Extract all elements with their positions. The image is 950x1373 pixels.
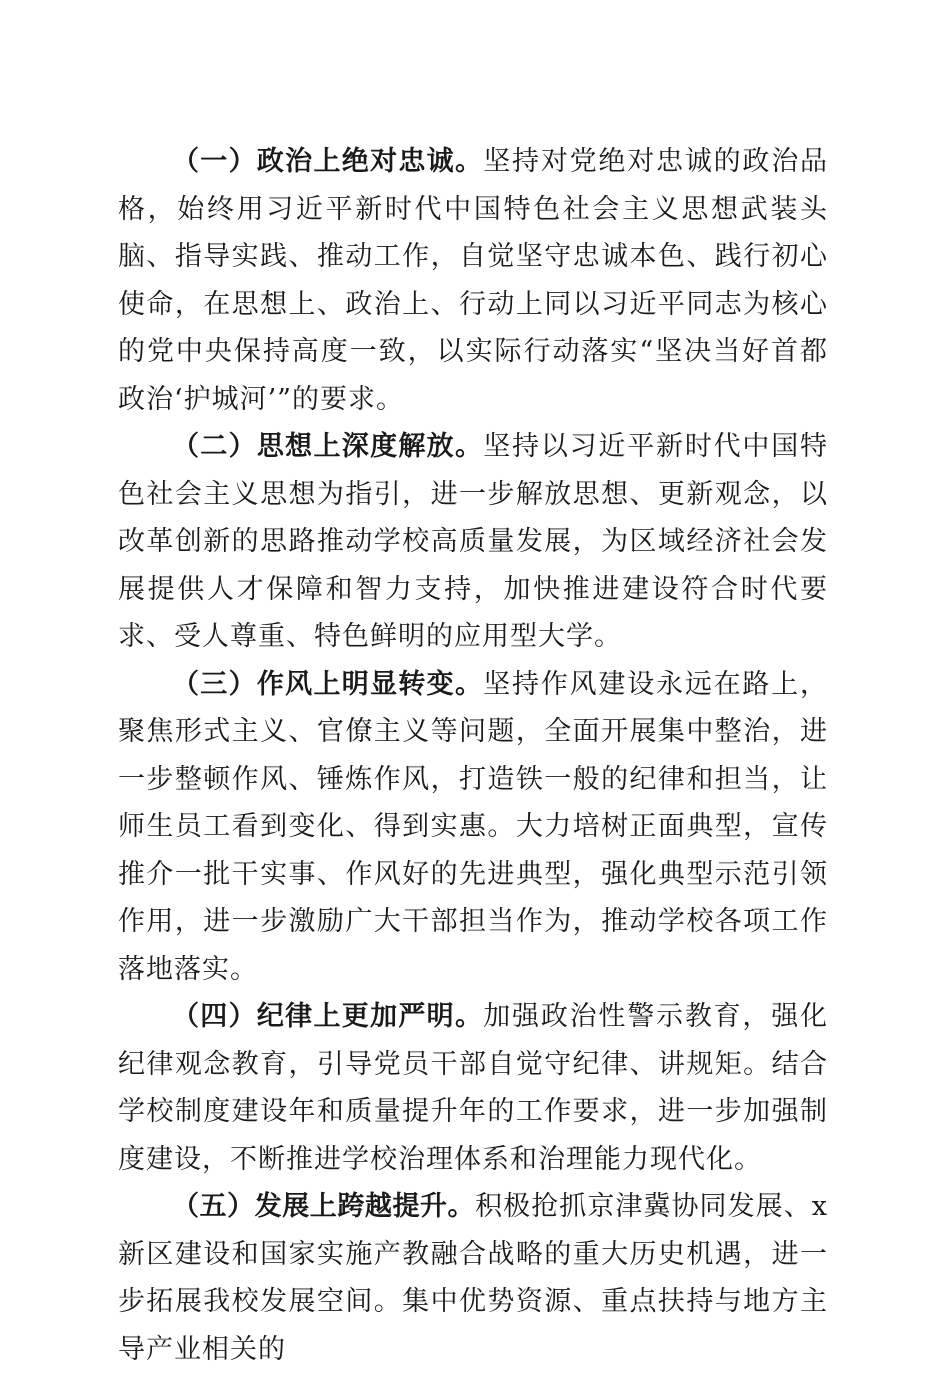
paragraph-4-text: 加强政治性警示教育，强化纪律观念教育，引导党员干部自觉守纪律、讲规矩。结合学校制度建设年和质量提升年的工作要求，进一步加强制度建设，不断推进学校治理体系和治理能力现代化。 bbox=[118, 1001, 828, 1175]
document-body bbox=[118, 138, 828, 1373]
paragraph-3 bbox=[118, 661, 828, 994]
paragraph-1-text: 坚持对党绝对忠诚的政治品格，始终用习近平新时代中国特色社会主义思想武装头脑、指导实践、推动工作，自觉坚守忠诚本色、践行初心使命，在思想上、政治上、行动上同以习近平同志为核心的党中央保持高度一致，以实际行动落实“坚决当好首都政治‘护城河’”的要求。 bbox=[118, 146, 828, 415]
paragraph-2-heading: （二）思想上深度解放。 bbox=[172, 431, 484, 462]
paragraph-4 bbox=[118, 993, 828, 1183]
paragraph-1-heading: （一）政治上绝对忠诚。 bbox=[172, 146, 484, 177]
paragraph-4-heading: （四）纪律上更加严明。 bbox=[172, 1001, 484, 1032]
paragraph-1 bbox=[118, 138, 828, 423]
paragraph-5-heading: （五）发展上跨越提升。 bbox=[172, 1191, 476, 1222]
paragraph-5-text: 积极抢抓京津冀协同发展、x新区建设和国家实施产教融合战略的重大历史机遇，进一步拓展我校发展空间。集中优势资源、重点扶持与地方主导产业相关的 bbox=[118, 1191, 828, 1365]
paragraph-3-text: 坚持作风建设永远在路上，聚焦形式主义、官僚主义等问题，全面开展集中整治，进一步整顿作风、锤炼作风，打造铁一般的纪律和担当，让师生员工看到变化、得到实惠。大力培树正面典型，宣传推介一批干实事、作风好的先进典型，强化典型示范引领作用，进一步激励广大干部担当作为，推动学校各项工作落地落实。 bbox=[118, 668, 828, 985]
paragraph-2 bbox=[118, 423, 828, 661]
paragraph-3-heading: （三）作风上明显转变。 bbox=[172, 668, 484, 700]
paragraph-5 bbox=[118, 1183, 828, 1373]
paragraph-2-text: 坚持以习近平新时代中国特色社会主义思想为指引，进一步解放思想、更新观念，以改革创新的思路推动学校高质量发展，为区域经济社会发展提供人才保障和智力支持，加快推进建设符合时代要求、受人尊重、特色鲜明的应用型大学。 bbox=[118, 431, 828, 652]
